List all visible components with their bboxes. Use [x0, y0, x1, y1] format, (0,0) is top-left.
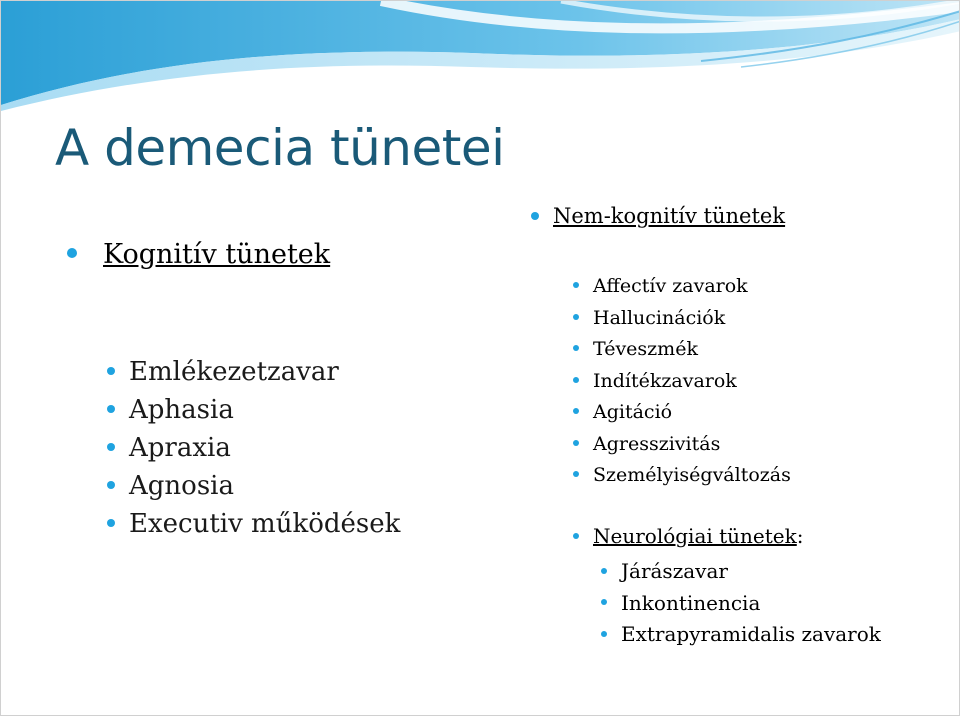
non-cognitive-list — [573, 271, 791, 492]
cognitive-heading — [67, 239, 330, 270]
neurological-heading — [573, 524, 804, 548]
list-item: Executiv működések — [107, 505, 400, 543]
neurological-heading-label: Neurológiai tünetek — [593, 524, 797, 548]
non-cognitive-heading-label: Nem-kognitív tünetek — [553, 204, 786, 228]
list-item: Extrapyramidalis zavarok — [601, 619, 881, 651]
cognitive-heading-label: Kognitív tünetek — [103, 239, 331, 270]
bullet-icon — [107, 443, 115, 451]
list-item: Indítékzavarok — [573, 366, 791, 398]
bullet-icon — [573, 282, 579, 288]
bullet-icon — [573, 345, 579, 351]
list-item: Affectív zavarok — [573, 271, 791, 303]
list-item: Személyiségváltozás — [573, 460, 791, 492]
bullet-icon — [573, 408, 579, 414]
bullet-icon — [573, 377, 579, 383]
bullet-icon — [573, 533, 579, 539]
cognitive-list — [107, 353, 400, 543]
list-item: Agresszivitás — [573, 429, 791, 461]
neurological-heading-suffix: : — [796, 524, 804, 548]
list-item: Agnosia — [107, 467, 400, 505]
list-item: Járászavar — [601, 556, 881, 588]
bullet-icon — [107, 519, 115, 527]
list-item: Inkontinencia — [601, 588, 881, 620]
slide-title: A demecia tünetei — [55, 119, 505, 177]
list-item: Hallucinációk — [573, 303, 791, 335]
bullet-icon — [107, 367, 115, 375]
list-item: Téveszmék — [573, 334, 791, 366]
list-item: Agitáció — [573, 397, 791, 429]
list-item: Apraxia — [107, 429, 400, 467]
bullet-icon — [573, 314, 579, 320]
bullet-icon — [573, 440, 579, 446]
bullet-icon — [601, 599, 607, 605]
bullet-icon — [107, 405, 115, 413]
header-wave-decoration — [1, 1, 960, 111]
bullet-icon — [531, 212, 539, 220]
bullet-icon — [573, 471, 579, 477]
list-item: Aphasia — [107, 391, 400, 429]
non-cognitive-heading — [531, 204, 785, 228]
bullet-icon — [601, 568, 607, 574]
bullet-icon — [601, 631, 607, 637]
bullet-icon — [107, 481, 115, 489]
neurological-list — [601, 556, 881, 651]
list-item: Emlékezetzavar — [107, 353, 400, 391]
bullet-icon — [67, 248, 77, 258]
